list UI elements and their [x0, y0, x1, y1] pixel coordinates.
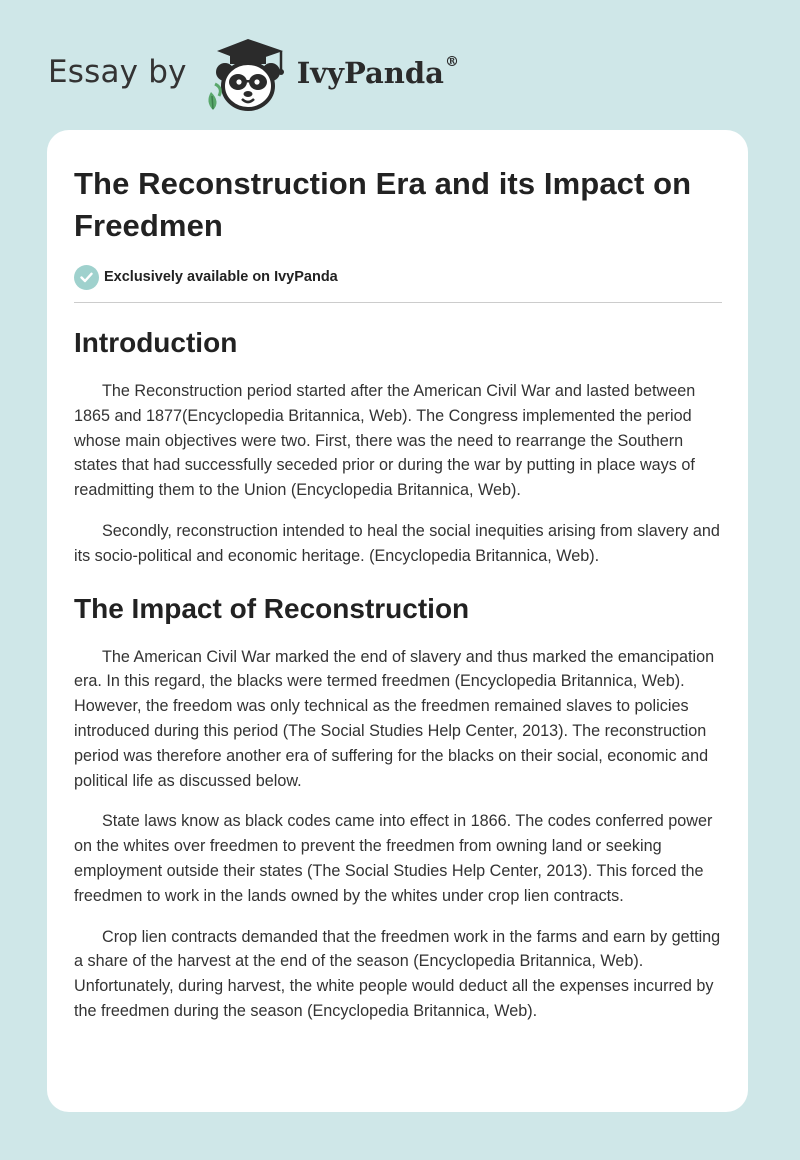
registered-mark: ® [444, 54, 459, 71]
essay-by-label: Essay by [48, 54, 187, 90]
article-title: The Reconstruction Era and its Impact on Freedmen [74, 166, 692, 243]
section-heading-introduction: Introduction [74, 327, 238, 358]
site-header [48, 34, 459, 114]
paragraph: The Reconstruction period started after the American Civil War and lasted between 1865 and 1877(Encyclopedia Britannica, Web). The Congress implemented the period whose main objectives were two. First, there was the need to rearrange the Southern states that had successfully seceded prior or during the war by putting in place ways of readmitting them to the Union (Encyclopedia Britannica, Web). [74, 382, 696, 500]
paragraph: The American Civil War marked the end of slavery and thus marked the emancipation era. In this regard, the blacks were termed freedmen (Encyclopedia Britannica, Web). However, the freedom was only technical as the freedmen remained slaves to policies introduced during this period (The Social Studies Help Center, 2013). The reconstruction period was therefore another era of suffering for the blacks on their social, economic and political life as discussed below. [74, 647, 715, 790]
section-heading-impact: The Impact of Reconstruction [74, 592, 470, 624]
exclusive-badge-text: Exclusively available on IvyPanda [104, 269, 338, 285]
article-card [47, 130, 748, 1112]
paragraph: Crop lien contracts demanded that the freedmen work in the farms and earn by getting a share of the harvest at the end of the season (Encyclopedia Britannica, Web). Unfortunately, during harvest, the white people would deduct all the expenses incurred by the freedmen during the season (Encyclopedia Britannica, Web). [74, 927, 721, 1020]
divider [74, 302, 722, 303]
article-content [74, 163, 724, 1024]
paragraph: State laws know as black codes came into effect in 1866. The codes conferred power on the whites over freedmen to prevent the freedmen from owning land or seeking employment outside their states (The Social Studies Help Center, 2013). This forced the freedmen to work in the lands owned by the whites under crop lien contracts. [74, 812, 713, 905]
brand-name[interactable] [297, 56, 459, 90]
check-icon [74, 265, 99, 290]
panda-graduate-icon[interactable] [203, 34, 293, 114]
brand-text: IvyPanda [296, 56, 444, 90]
exclusive-badge [74, 263, 724, 291]
paragraph: Secondly, reconstruction intended to heal the social inequities arising from slavery and its socio-political and economic heritage. (Encyclopedia Britannica, Web). [74, 521, 720, 565]
